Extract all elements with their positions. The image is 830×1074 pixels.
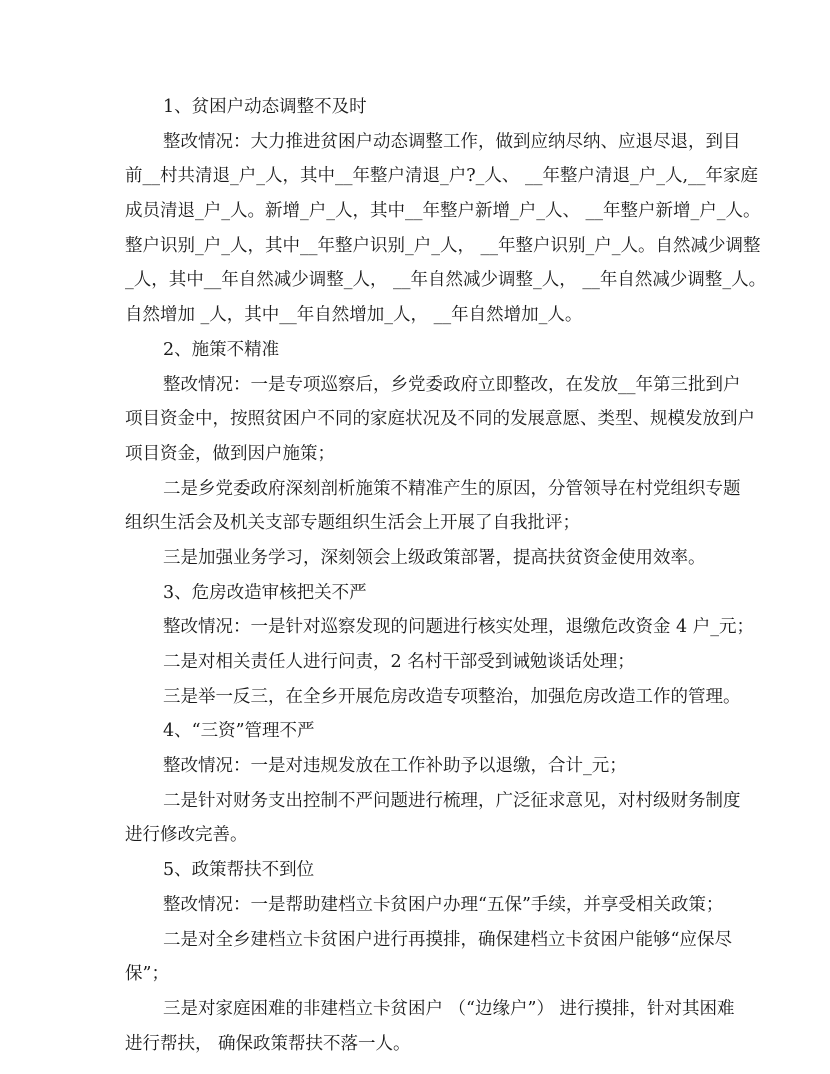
- paragraph-line: 成员清退_户_人。新增_户_人，其中__年整户新增_户_人、 __年整户新增_户_人。: [125, 201, 761, 222]
- paragraph-line: 整改情况：一是针对巡察发现的问题进行核实处理，退缴危改资金 4 户_元；: [163, 617, 755, 638]
- document-body: [125, 90, 767, 1061]
- paragraph-line: 整改情况：一是帮助建档立卡贫困户办理“五保”手续，并享受相关政策；: [163, 894, 724, 915]
- heading-2: 2、施策不精准: [163, 339, 280, 360]
- paragraph-line: 整改情况：大力推进贫困户动态调整工作，做到应纳尽纳、应退尽退，到目: [163, 131, 741, 152]
- paragraph-line: 组织生活会及机关支部专题组织生活会上开展了自我批评；: [125, 513, 580, 534]
- paragraph-line: 项目资金，做到因户施策；: [125, 443, 335, 464]
- paragraph-line: 二是乡党委政府深刻剖析施策不精准产生的原因，分管领导在村党组织专题: [163, 478, 741, 499]
- paragraph-line: 二是针对财务支出控制不严问题进行梳理，广泛征求意见，对村级财务制度: [163, 790, 741, 811]
- paragraph-line: 项目资金中，按照贫困户不同的家庭状况及不同的发展意愿、类型、规模发放到户: [125, 409, 755, 430]
- heading-5: 5、政策帮扶不到位: [163, 860, 315, 881]
- paragraph-line: 前__村共清退_户_人，其中__年整户清退_户?_人、 __年整户清退_户_人,__年家庭: [125, 166, 759, 187]
- paragraph-line: 二是对全乡建档立卡贫困户进行再摸排，确保建档立卡贫困户能够“应保尽: [163, 929, 732, 950]
- paragraph-line: 保”；: [125, 964, 169, 985]
- paragraph-line: _人，其中__年自然减少调整_人， __年自然减少调整_人， __年自然减少调整_人。: [125, 270, 767, 291]
- paragraph-line: 三是对家庭困难的非建档立卡贫困户 （“边缘户”） 进行摸排，针对其困难: [163, 998, 735, 1019]
- paragraph-line: 整户识别_户_人，其中__年整户识别_户_人， __年整户识别_户_人。自然减少调整: [125, 235, 761, 256]
- heading-4: 4、“三资”管理不严: [163, 721, 315, 742]
- paragraph-line: 三是举一反三，在全乡开展危房改造专项整治，加强危房改造工作的管理。: [163, 686, 741, 707]
- paragraph-line: 自然增加 _人，其中__年自然增加_人， __年自然增加_人。: [125, 305, 583, 326]
- paragraph-line: 二是对相关责任人进行问责，2 名村干部受到诫勉谈话处理；: [163, 652, 635, 672]
- paragraph-line: 整改情况：一是对违规发放在工作补助予以退缴，合计_元；: [163, 756, 627, 777]
- paragraph-line: 整改情况：一是专项巡察后，乡党委政府立即整改，在发放__年第三批到户: [163, 374, 741, 395]
- paragraph-line: 进行帮扶， 确保政策帮扶不落一人。: [125, 1033, 411, 1054]
- paragraph-line: 进行修改完善。: [125, 825, 248, 846]
- paragraph-line: 三是加强业务学习，深刻领会上级政策部署，提高扶贫资金使用效率。: [163, 547, 706, 568]
- heading-1: 1、贫困户动态调整不及时: [163, 97, 367, 117]
- heading-3: 3、危房改造审核把关不严: [163, 582, 367, 603]
